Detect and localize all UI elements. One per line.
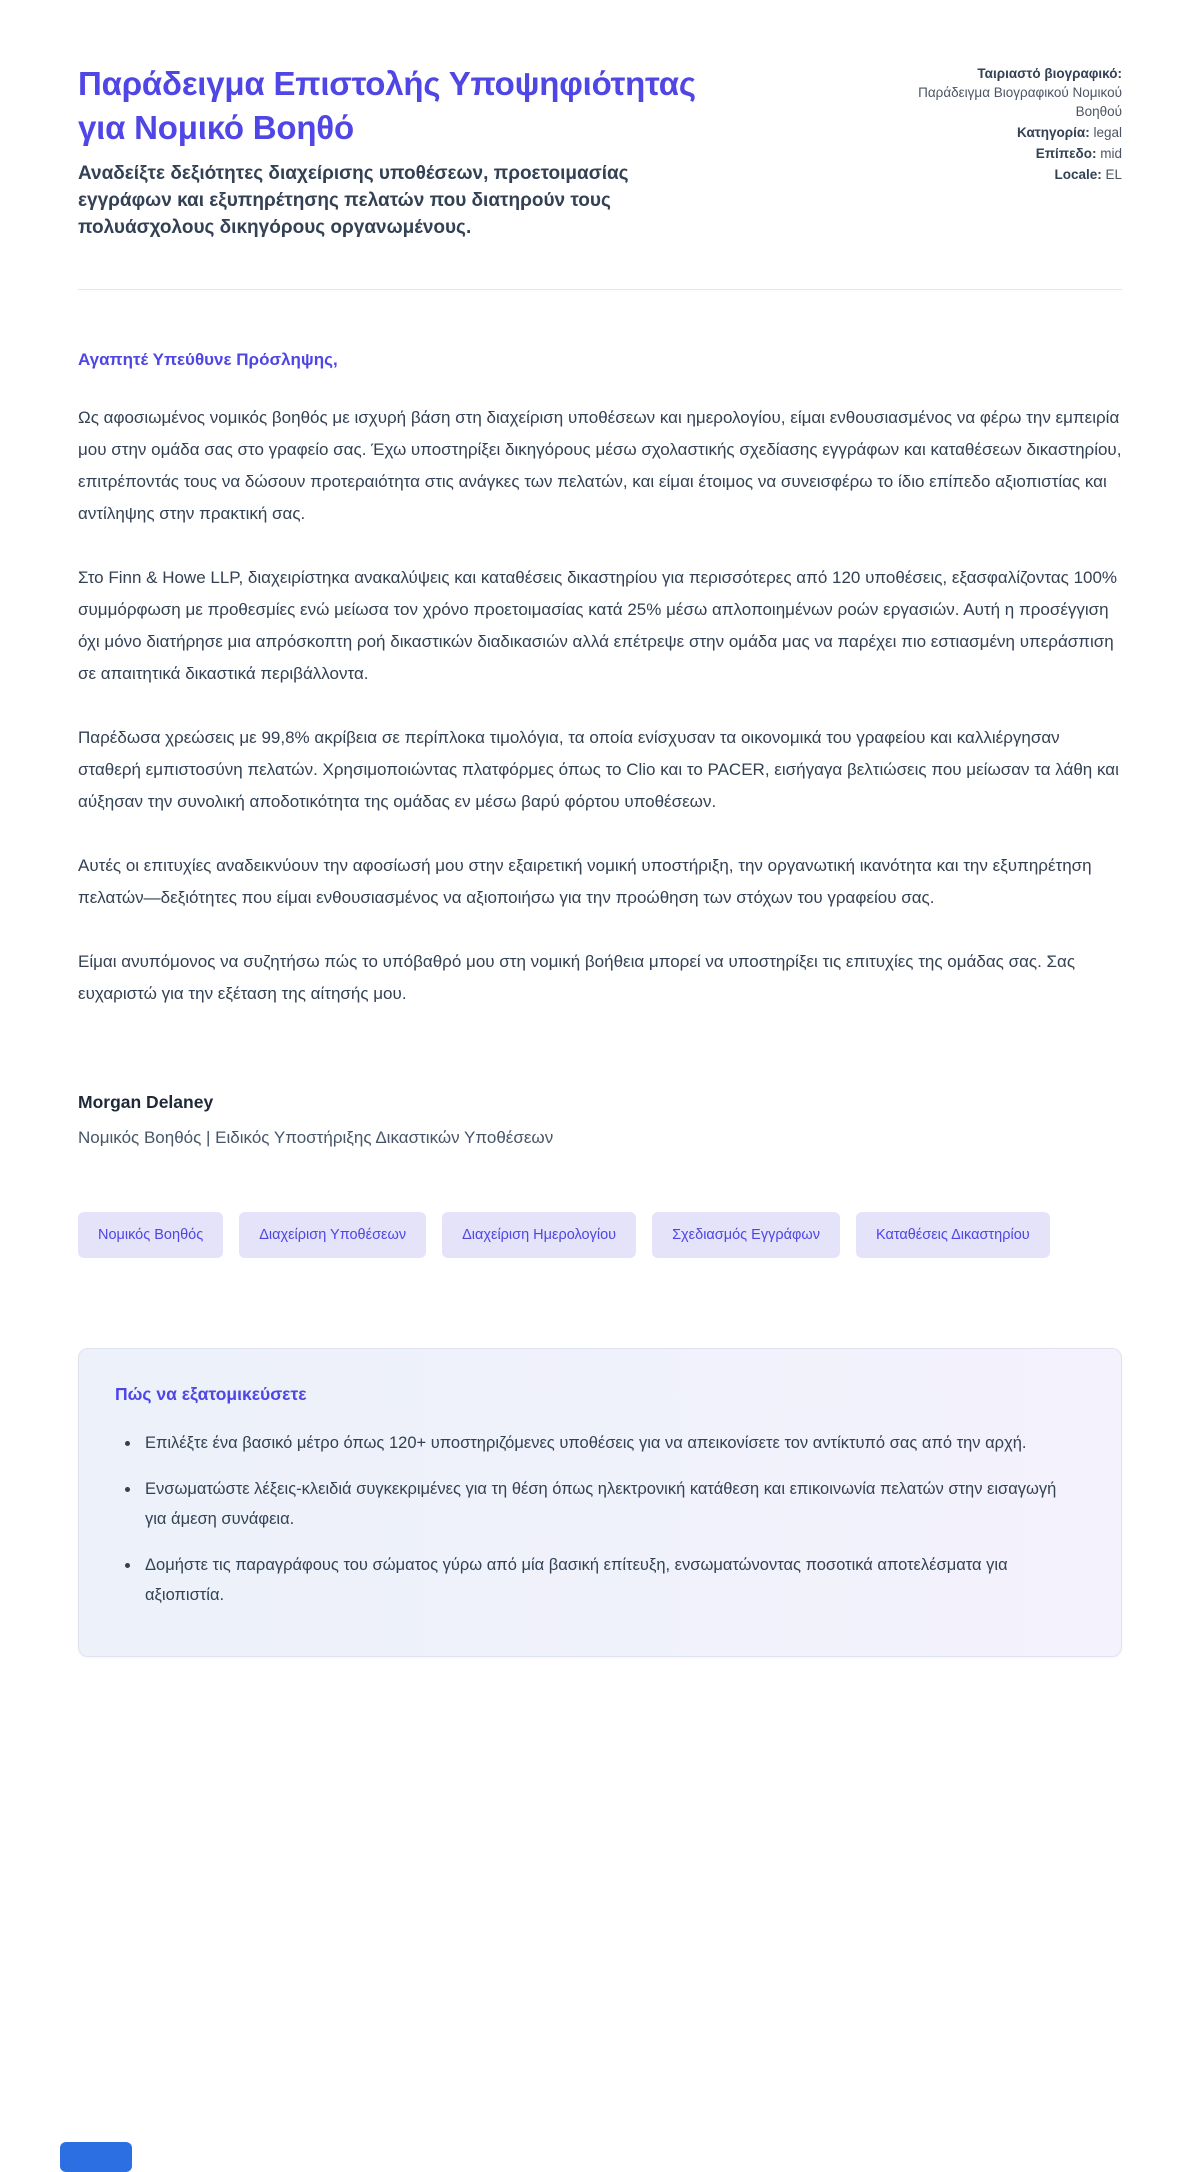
cutoff-blue-button[interactable] (60, 2142, 132, 2172)
meta-level (917, 144, 1122, 163)
meta-locale-value: EL (1105, 167, 1122, 182)
cover-letter-body (78, 344, 1122, 1154)
header (78, 62, 1122, 241)
customize-tip: • Δομήστε τις παραγράφους του σώματος γύρω από μία βασική επίτευξη, ενσωματώνοντας ποσοτικά αποτελέσματα για αξιοπιστία. (141, 1550, 1061, 1610)
header-divider (78, 289, 1122, 290)
letter-greeting: Αγαπητέ Υπεύθυνε Πρόσληψης, (78, 350, 338, 369)
letter-paragraph: Ως αφοσιωμένος νομικός βοηθός με ισχυρή βάση στη διαχείριση υποθέσεων και ημερολογίου, είμαι ενθουσιασμένος να φέρω την εμπειρία μου στην ομάδα σας στο γραφείο σας. Έχω υποστηρίξει δικηγόρους μέσω σχολαστικής σχεδίασης εγγράφων και καταθέσεων δικαστηρίου, επιτρέποντάς τους να δώσουν προτεραιότητα στις ανάγκες των πελατών, και είμαι έτοιμος να συνεισφέρω το ίδιο επίπεδο αξιοπιστίας και αντίληψης στην πρακτική σας. (78, 408, 1122, 523)
meta-locale-label: Locale: (1054, 167, 1102, 182)
meta-resume-label: Ταιριαστό βιογραφικό: (977, 66, 1122, 81)
signature-block (78, 1086, 1122, 1154)
customize-tip: • Επιλέξτε ένα βασικό μέτρο όπως 120+ υποστηριζόμενες υποθέσεις για να απεικονίσετε τον αντίκτυπό σας από την αρχή. (141, 1428, 1061, 1458)
page-title: Παράδειγμα Επιστολής Υποψηφιότητας για Νομικό Βοηθό (78, 65, 696, 146)
skill-tags (78, 1212, 1122, 1258)
meta-panel (917, 62, 1122, 186)
meta-category (917, 123, 1122, 142)
customize-tip: • Ενσωματώστε λέξεις-κλειδιά συγκεκριμένες για τη θέση όπως ηλεκτρονική κατάθεση και επικοινωνία πελατών στην εισαγωγή για άμεση συνάφεια. (141, 1474, 1061, 1534)
signature-title: Νομικός Βοηθός | Ειδικός Υποστήριξης Δικαστικών Υποθέσεων (78, 1128, 554, 1147)
meta-category-value: legal (1093, 125, 1122, 140)
meta-resume-value: Παράδειγμα Βιογραφικού Νομικού Βοηθού (918, 85, 1122, 119)
meta-matching-resume (917, 64, 1122, 121)
meta-level-value: mid (1100, 146, 1122, 161)
skill-tag[interactable]: Καταθέσεις Δικαστηρίου (856, 1212, 1050, 1258)
customize-box-title: Πώς να εξατομικεύσετε (115, 1384, 307, 1404)
meta-locale (917, 165, 1122, 184)
customize-tips-list (115, 1428, 1085, 1610)
letter-paragraph: Παρέδωσα χρεώσεις με 99,8% ακρίβεια σε περίπλοκα τιμολόγια, τα οποία ενίσχυσαν τα οικονομικά του γραφείου και καλλιέργησαν σταθερή εμπιστοσύνη πελατών. Χρησιμοποιώντας πλατφόρμες όπως το Clio και το PACER, εισήγαγα βελτιώσεις που μείωσαν τα λάθη και αύξησαν την συνολική αποδοτικότητα της ομάδας εν μέσω βαρύ φόρτου υποθέσεων. (78, 728, 1119, 811)
meta-category-label: Κατηγορία: (1017, 125, 1090, 140)
how-to-customize-box (78, 1348, 1122, 1657)
letter-paragraph: Αυτές οι επιτυχίες αναδεικνύουν την αφοσίωσή μου στην εξαιρετική νομική υποστήριξη, την οργανωτική ικανότητα και την εξυπηρέτηση πελατών—δεξιότητες που είμαι ενθουσιασμένος να αξιοποιήσω για την προώθηση των στόχων του γραφείου σας. (78, 856, 1092, 907)
skill-tag[interactable]: Νομικός Βοηθός (78, 1212, 223, 1258)
meta-level-label: Επίπεδο: (1035, 146, 1097, 161)
skill-tag[interactable]: Διαχείριση Υποθέσεων (239, 1212, 426, 1258)
signature-name: Morgan Delaney (78, 1092, 214, 1112)
letter-paragraph: Είμαι ανυπόμονος να συζητήσω πώς το υπόβαθρό μου στη νομική βοήθεια μπορεί να υποστηρίξει τις επιτυχίες της ομάδας σας. Σας ευχαριστώ για την εξέταση της αίτησής μου. (78, 952, 1076, 1003)
skill-tag[interactable]: Σχεδιασμός Εγγράφων (652, 1212, 840, 1258)
header-title-block (78, 62, 738, 241)
page-subtitle: Αναδείξτε δεξιότητες διαχείρισης υποθέσεων, προετοιμασίας εγγράφων και εξυπηρέτησης πελατών που διατηρούν τους πολυάσχολους δικηγόρους οργανωμένους. (78, 163, 629, 238)
skill-tag[interactable]: Διαχείριση Ημερολογίου (442, 1212, 636, 1258)
letter-paragraph: Στο Finn & Howe LLP, διαχειρίστηκα ανακαλύψεις και καταθέσεις δικαστηρίου για περισσότερες από 120 υποθέσεις, εξασφαλίζοντας 100% συμμόρφωση με προθεσμίες ενώ μείωσα τον χρόνο προετοιμασίας κατά 25% μέσω απλοποιημένων ροών εργασιών. Αυτή η προσέγγιση όχι μόνο διατήρησε μια απρόσκοπτη ροή δικαστικών διαδικασιών αλλά επέτρεψε στην ομάδα μας να παρέχει πιο εστιασμένη υπεράσπιση σε απαιτητικά δικαστικά περιβάλλοντα. (78, 568, 1118, 683)
